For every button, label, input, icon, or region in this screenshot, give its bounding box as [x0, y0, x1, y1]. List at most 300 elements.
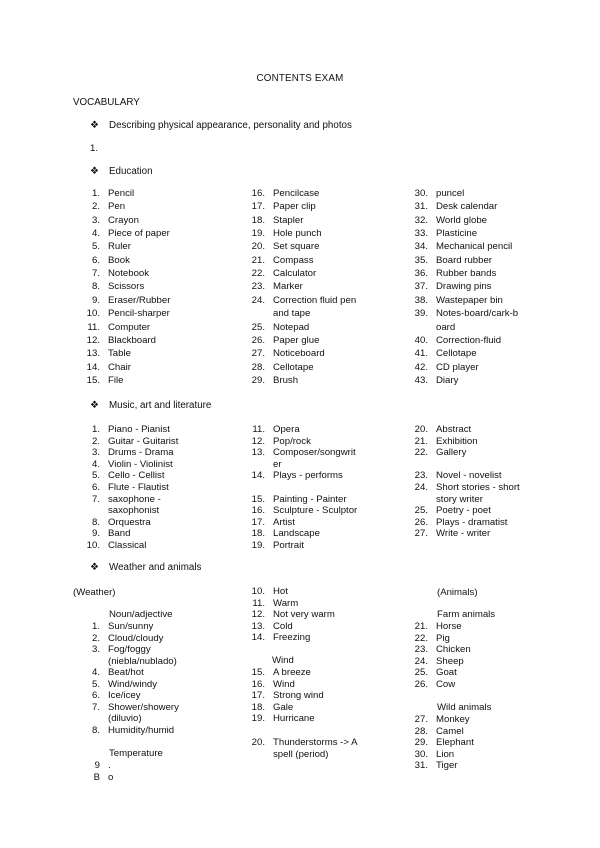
- list-item-text: spell (period): [273, 748, 329, 760]
- page-title: CONTENTS EXAM: [256, 73, 344, 84]
- list-item: [251, 281, 303, 293]
- list-item: [86, 482, 169, 494]
- list-item: [251, 540, 304, 552]
- list-item-text: Notepad: [273, 321, 310, 333]
- list-item-number: 1.: [91, 621, 100, 632]
- list-item-number: 17.: [251, 201, 265, 213]
- physical-item-1: 1.: [90, 143, 99, 154]
- list-item-number: 19.: [251, 228, 265, 240]
- list-item: [414, 268, 496, 280]
- list-item-text: Notebook: [108, 268, 150, 280]
- list-item: [414, 241, 512, 253]
- section-education-title: Education: [109, 166, 153, 177]
- bullet-icon: ❖: [90, 120, 99, 131]
- list-item-text: Cloud/cloudy: [108, 632, 164, 644]
- list-item: [86, 188, 134, 200]
- list-item-text: Guitar - Guitarist: [108, 435, 179, 447]
- list-item: [414, 188, 464, 200]
- list-item-number: 7.: [91, 701, 100, 713]
- list-item: [86, 436, 178, 448]
- list-item-text: Wastepaper bin: [436, 294, 503, 306]
- list-item-number: 12.: [86, 334, 100, 346]
- list-item-number: 6.: [91, 690, 100, 702]
- list-item: [86, 241, 131, 253]
- list-item-text: Write - writer: [436, 528, 491, 540]
- list-item: [251, 749, 328, 761]
- section-music-title: Music, art and literature: [109, 400, 212, 411]
- list-item-text: Calculator: [273, 268, 317, 280]
- list-item-text: Set square: [273, 241, 320, 253]
- list-item-text: Painting - Painter: [273, 493, 347, 505]
- list-item-text: and tape: [273, 308, 311, 320]
- list-item-text: Horse: [436, 621, 462, 632]
- list-item-text: Sun/sunny: [108, 621, 154, 632]
- list-item-number: 43.: [414, 374, 428, 386]
- list-item-text: Beat/hot: [108, 667, 144, 679]
- list-item-text: Elephant: [436, 737, 474, 749]
- list-item: [86, 540, 146, 552]
- list-item-number: 21.: [251, 254, 265, 266]
- list-item: [251, 375, 298, 387]
- list-item-number: 26.: [414, 678, 428, 690]
- list-item-text: Correction-fluid: [436, 334, 502, 346]
- list-item: [414, 482, 520, 494]
- list-item-number: 3.: [91, 214, 100, 226]
- list-item-number: 25.: [414, 667, 428, 679]
- list-item-text: o: [108, 771, 114, 783]
- list-item: [251, 241, 319, 253]
- wind-label: Wind: [272, 655, 294, 666]
- list-item: [86, 215, 139, 227]
- list-item-number: 40.: [414, 334, 428, 346]
- list-item-text: Pencilcase: [273, 188, 320, 199]
- list-item-text: Chair: [108, 361, 131, 373]
- list-item-number: 9.: [91, 294, 100, 306]
- list-item-text: Strong wind: [273, 690, 324, 702]
- list-item: [414, 362, 479, 374]
- list-item-text: Brush: [273, 374, 299, 386]
- list-item-number: 21.: [414, 435, 428, 447]
- list-item: [251, 215, 303, 227]
- list-item: [86, 725, 174, 737]
- list-item-text: Pencil: [108, 188, 135, 199]
- list-item-text: Rubber bands: [436, 268, 497, 280]
- list-item-text: Ruler: [108, 241, 131, 253]
- list-item-number: 16.: [251, 505, 265, 517]
- list-item: [251, 424, 300, 436]
- list-item-number: 13.: [251, 447, 265, 459]
- list-item-text: (niebla/nublado): [108, 655, 177, 667]
- list-item: [86, 348, 131, 360]
- list-item-number: 33.: [414, 228, 428, 240]
- list-item-number: 21.: [414, 621, 428, 632]
- list-item: [251, 482, 273, 494]
- list-item-text: Book: [108, 254, 130, 266]
- list-item-text: Desk calendar: [436, 201, 498, 213]
- list-item-text: saxophonist: [108, 505, 160, 517]
- list-item: [414, 375, 458, 387]
- list-item-text: Freezing: [273, 632, 311, 644]
- list-item: [86, 459, 173, 471]
- list-item-text: Scissors: [108, 281, 145, 293]
- list-item: [414, 335, 501, 347]
- list-item-text: Pig: [436, 632, 450, 644]
- list-item-number: 1.: [91, 188, 100, 199]
- list-item: [251, 459, 282, 471]
- section-weather-title: Weather and animals: [109, 562, 202, 573]
- list-item-number: 30.: [414, 188, 428, 199]
- list-item-number: 22.: [414, 632, 428, 644]
- list-item-number: 36.: [414, 268, 428, 280]
- list-item-number: 23.: [414, 470, 428, 482]
- list-item-number: 3.: [91, 644, 100, 656]
- list-item: [251, 188, 319, 200]
- list-item-number: 18.: [251, 528, 265, 540]
- list-item: [414, 459, 436, 471]
- list-item-text: Crayon: [108, 214, 139, 226]
- list-item-text: Cellotape: [436, 348, 477, 360]
- list-item-text: Tiger: [436, 760, 458, 772]
- list-item-number: 5.: [91, 241, 100, 253]
- list-item: [86, 308, 170, 320]
- list-item-number: 23.: [251, 281, 265, 293]
- list-item: [414, 505, 491, 517]
- list-item-number: 19.: [251, 540, 265, 551]
- list-item: [414, 215, 487, 227]
- list-item: [251, 447, 356, 459]
- list-item-number: 4.: [91, 228, 100, 240]
- list-item-number: 6.: [91, 254, 100, 266]
- list-item-text: Pencil-sharper: [108, 308, 170, 320]
- list-item-text: Board rubber: [436, 254, 492, 266]
- list-item-text: Short stories - short: [436, 482, 520, 493]
- list-item-number: 27.: [414, 714, 428, 725]
- list-item: [86, 268, 149, 280]
- list-item-number: 12.: [251, 435, 265, 447]
- list-item: [414, 760, 458, 772]
- list-item-number: 13.: [251, 620, 265, 632]
- list-item: [414, 494, 483, 506]
- wild-animals-label: Wild animals: [437, 702, 492, 713]
- list-item-text: Landscape: [273, 528, 320, 540]
- list-item-number: 2.: [91, 632, 100, 644]
- list-item-number: 37.: [414, 281, 428, 293]
- list-item-number: 7.: [91, 268, 100, 280]
- list-item: [251, 362, 314, 374]
- list-item-number: 24.: [414, 482, 428, 493]
- list-item-number: 30.: [414, 748, 428, 760]
- list-item: [251, 528, 320, 540]
- list-item-number: 9: [94, 760, 100, 771]
- list-item-text: Classical: [108, 540, 147, 551]
- list-item: [251, 335, 319, 347]
- list-item-text: (diluvio): [108, 713, 142, 725]
- list-item-text: Humidity/humid: [108, 724, 175, 736]
- list-item: [251, 494, 347, 506]
- list-item-number: 19.: [251, 713, 265, 725]
- list-item-text: Monkey: [436, 714, 470, 725]
- list-item-number: 6.: [91, 482, 100, 493]
- list-item: [86, 494, 161, 506]
- list-item-number: 14.: [251, 470, 265, 482]
- list-item-text: Opera: [273, 424, 300, 435]
- list-item-number: 10.: [86, 540, 100, 551]
- list-item-number: 7.: [91, 493, 100, 505]
- list-item: [251, 228, 322, 240]
- list-item: [86, 335, 156, 347]
- list-item-number: 2.: [91, 201, 100, 213]
- list-item-number: 22.: [251, 268, 265, 280]
- list-item-number: 23.: [414, 644, 428, 656]
- list-item-text: Stapler: [273, 214, 304, 226]
- list-item-text: Cold: [273, 620, 293, 632]
- section-education-heading: [90, 166, 153, 179]
- list-item: [86, 228, 170, 240]
- list-item-text: Plays - dramatist: [436, 516, 508, 528]
- list-item: [251, 436, 311, 448]
- list-item-number: 20.: [414, 424, 428, 435]
- list-item: [86, 517, 151, 529]
- list-item-text: CD player: [436, 361, 479, 373]
- list-item-number: 27.: [251, 348, 265, 360]
- list-item-text: Shower/showery: [108, 701, 179, 713]
- list-item-text: World globe: [436, 214, 488, 226]
- list-item-text: Poetry - poet: [436, 505, 491, 517]
- list-item: [86, 295, 170, 307]
- section-physical-title: Describing physical appearance, personality and photos: [109, 120, 352, 131]
- list-item-text: Plays - performs: [273, 470, 343, 482]
- list-item: [251, 201, 316, 213]
- list-item: [414, 295, 503, 307]
- list-item-text: oard: [436, 321, 456, 333]
- list-item-number: 2.: [91, 435, 100, 447]
- list-item-number: 24.: [414, 655, 428, 667]
- list-item-number: 26.: [251, 334, 265, 346]
- list-item-text: Pen: [108, 201, 126, 213]
- list-item-number: 15.: [86, 374, 100, 386]
- list-item: [414, 447, 466, 459]
- list-item: [86, 505, 159, 517]
- list-item-text: Not very warm: [273, 609, 335, 621]
- weather-label: (Weather): [73, 587, 116, 598]
- list-item: [414, 528, 490, 540]
- list-item-number: 22.: [414, 447, 428, 459]
- list-item: [414, 281, 491, 293]
- list-item-text: Piece of paper: [108, 228, 170, 240]
- list-item-text: Exhibition: [436, 435, 478, 447]
- list-item-number: 28.: [414, 725, 428, 737]
- list-item: [414, 255, 492, 267]
- list-item-text: Sculpture - Sculptor: [273, 505, 358, 517]
- list-item: [86, 447, 174, 459]
- list-item: [251, 308, 310, 320]
- list-item-number: 20.: [251, 737, 265, 748]
- list-item-number: 17.: [251, 516, 265, 528]
- list-item-number: 12.: [251, 609, 265, 621]
- list-item: [251, 322, 309, 334]
- list-item-number: 15.: [251, 493, 265, 505]
- list-item-text: Hot: [273, 586, 288, 597]
- list-item-text: story writer: [436, 493, 483, 505]
- section-music-heading: [90, 400, 211, 413]
- list-item-text: puncel: [436, 188, 465, 199]
- list-item-number: 42.: [414, 361, 428, 373]
- list-item-number: 9.: [91, 528, 100, 540]
- list-item-text: Paper clip: [273, 201, 316, 213]
- list-item: [251, 632, 310, 644]
- list-item-number: 26.: [414, 516, 428, 528]
- list-item-text: Sheep: [436, 655, 464, 667]
- list-item-number: 38.: [414, 294, 428, 306]
- list-item: [414, 348, 477, 360]
- list-item-text: Chicken: [436, 644, 471, 656]
- list-item-text: Drums - Drama: [108, 447, 174, 459]
- list-item-text: er: [273, 458, 282, 470]
- list-item-text: Noticeboard: [273, 348, 325, 360]
- list-item-number: 24.: [251, 294, 265, 306]
- list-item-text: Violin - Violinist: [108, 458, 173, 470]
- list-item: [251, 255, 314, 267]
- list-item-text: Fog/foggy: [108, 644, 151, 656]
- list-item-number: 10.: [86, 308, 100, 320]
- list-item-text: Paper glue: [273, 334, 320, 346]
- list-item: [414, 308, 518, 320]
- list-item-text: Compass: [273, 254, 314, 266]
- list-item-number: 4.: [91, 667, 100, 679]
- list-item: [86, 281, 144, 293]
- list-item-text: Pop/rock: [273, 435, 311, 447]
- list-item: [251, 268, 316, 280]
- animals-label: (Animals): [437, 587, 478, 598]
- list-item: [86, 322, 150, 334]
- list-item-text: Warm: [273, 597, 299, 609]
- list-item: [251, 295, 356, 307]
- list-item-text: Camel: [436, 725, 464, 737]
- list-item-number: 31.: [414, 760, 428, 772]
- list-item-text: Artist: [273, 516, 295, 528]
- list-item-text: Lion: [436, 748, 455, 760]
- list-item-number: 8.: [91, 724, 100, 736]
- list-item: [86, 470, 165, 482]
- list-item-number: 39.: [414, 308, 428, 320]
- farm-animals-label: Farm animals: [437, 609, 496, 620]
- bullet-icon: ❖: [90, 562, 99, 573]
- list-item-number: 10.: [251, 586, 265, 597]
- list-item-text: Marker: [273, 281, 303, 293]
- list-item-number: 34.: [414, 241, 428, 253]
- list-item-text: .: [108, 760, 111, 771]
- list-item-text: Composer/songwrit: [273, 447, 356, 459]
- list-item: [251, 517, 295, 529]
- list-item-number: 5.: [91, 470, 100, 482]
- list-item-text: Ice/icey: [108, 690, 141, 702]
- list-item-text: saxophone -: [108, 493, 161, 505]
- list-item-text: Flute - Flautist: [108, 482, 169, 493]
- list-item-text: Gale: [273, 701, 294, 713]
- list-item: [414, 679, 455, 691]
- list-item-number: 14.: [86, 361, 100, 373]
- list-item-text: Abstract: [436, 424, 472, 435]
- list-item-number: 5.: [91, 678, 100, 690]
- list-item-number: 41.: [414, 348, 428, 360]
- list-item: [414, 436, 478, 448]
- list-item-text: Cello - Cellist: [108, 470, 165, 482]
- list-item-number: 35.: [414, 254, 428, 266]
- list-item-number: 18.: [251, 214, 265, 226]
- list-item-text: Hurricane: [273, 713, 315, 725]
- list-item-text: Notes-board/cark-b: [436, 308, 519, 320]
- list-item-number: 8.: [91, 516, 100, 528]
- list-item-text: Eraser/Rubber: [108, 294, 171, 306]
- list-item-number: 15.: [251, 667, 265, 678]
- list-item: [414, 201, 497, 213]
- section-weather-heading: [90, 562, 201, 575]
- list-item-text: Cow: [436, 678, 456, 690]
- list-item-text: Gallery: [436, 447, 467, 459]
- list-item-text: Goat: [436, 667, 457, 679]
- list-item: [86, 772, 113, 784]
- list-item-number: 3.: [91, 447, 100, 459]
- list-item-text: Blackboard: [108, 334, 156, 346]
- list-item: [86, 375, 123, 387]
- list-item-text: Cellotape: [273, 361, 314, 373]
- list-item-number: 32.: [414, 214, 428, 226]
- list-item-number: 29.: [414, 737, 428, 749]
- list-item-number: 11.: [252, 597, 265, 609]
- list-item-text: Orquestra: [108, 516, 151, 528]
- list-item-number: 28.: [251, 361, 265, 373]
- list-item: [86, 362, 131, 374]
- list-item: [251, 470, 343, 482]
- list-item-text: Diary: [436, 374, 459, 386]
- list-item-number: 25.: [414, 505, 428, 517]
- list-item: [414, 228, 477, 240]
- list-item: [414, 517, 507, 529]
- list-item-number: 11.: [252, 424, 265, 435]
- list-item-number: 27.: [414, 528, 428, 540]
- list-item: [414, 424, 471, 436]
- list-item-text: Mechanical pencil: [436, 241, 513, 253]
- list-item-number: 29.: [251, 374, 265, 386]
- noun-adjective-label: Noun/adjective: [109, 609, 173, 620]
- list-item-number: 1.: [91, 424, 100, 435]
- list-item-text: Drawing pins: [436, 281, 492, 293]
- list-item-number: 4.: [91, 458, 100, 470]
- list-item-text: Portrait: [273, 540, 304, 551]
- list-item-number: 16.: [251, 678, 265, 690]
- vocabulary-heading: VOCABULARY: [73, 97, 140, 108]
- list-item-text: Band: [108, 528, 131, 540]
- list-item-number: 20.: [251, 241, 265, 253]
- list-item: [86, 528, 130, 540]
- list-item-text: Correction fluid pen: [273, 294, 357, 306]
- list-item-text: Plasticine: [436, 228, 478, 240]
- list-item-text: Wind/windy: [108, 678, 158, 690]
- list-item-text: A breeze: [273, 667, 311, 678]
- list-item-text: Hole punch: [273, 228, 322, 240]
- list-item-number: 11.: [87, 321, 100, 333]
- list-item-number: 16.: [251, 188, 265, 199]
- list-item: [251, 713, 315, 725]
- temperature-label: Temperature: [109, 748, 163, 759]
- list-item-text: Computer: [108, 321, 151, 333]
- list-item-text: Novel - novelist: [436, 470, 502, 482]
- list-item-text: Thunderstorms -> A: [273, 737, 358, 748]
- list-item-text: Table: [108, 348, 131, 360]
- list-item-text: Wind: [273, 678, 295, 690]
- list-item: [251, 348, 325, 360]
- list-item-text: File: [108, 374, 124, 386]
